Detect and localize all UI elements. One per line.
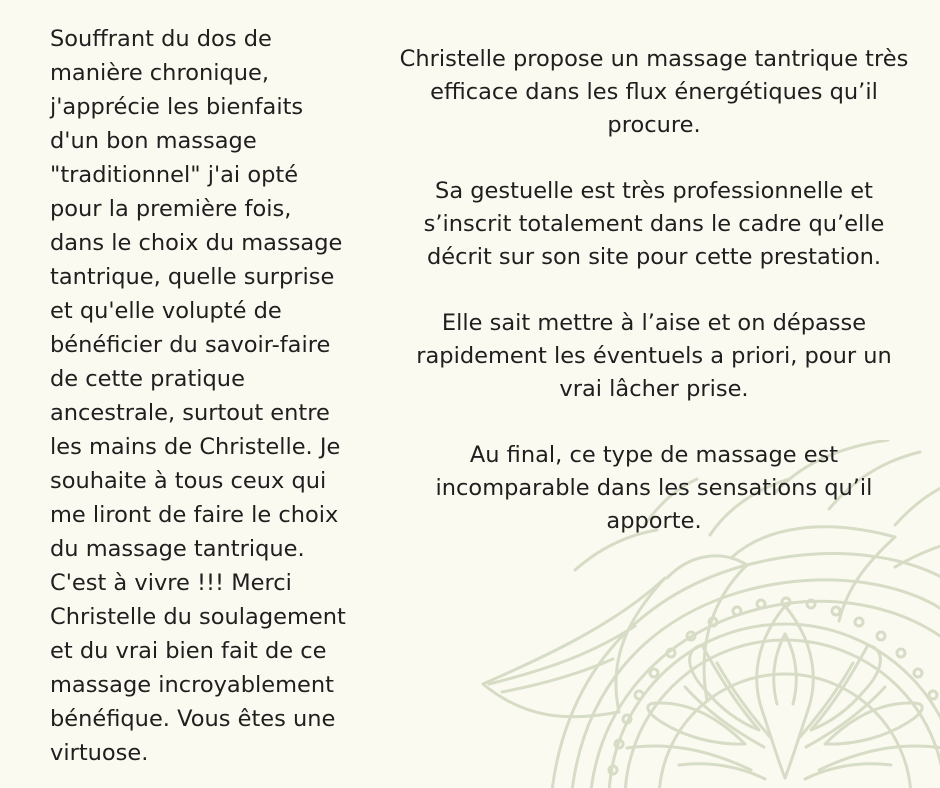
testimonial-text-line: incomparable dans les sensations qu’il	[435, 475, 873, 501]
testimonial-text-line: d'un bon massage	[50, 128, 257, 154]
testimonial-text-line: Souffrant du dos de	[50, 26, 272, 52]
testimonial-text-line: efficace dans les flux énergétiques qu’il	[430, 79, 878, 105]
customer-testimonial-left	[50, 22, 362, 770]
testimonial-text-line: massage incroyablement	[50, 672, 334, 698]
testimonial-text-line: Christelle du soulagement	[50, 604, 346, 630]
testimonial-text-line: C'est à vivre !!! Merci	[50, 570, 292, 596]
testimonial-text-line: virtuose.	[50, 740, 149, 766]
testimonial-text-line: procure.	[607, 112, 701, 138]
testimonial-text-line: Sa gestuelle est très professionnelle et	[435, 178, 873, 204]
testimonial-text-line: Christelle propose un massage tantrique très	[399, 46, 909, 72]
testimonial-text-line: Au final, ce type de massage est	[469, 442, 839, 468]
testimonial-text-line: du massage tantrique.	[50, 536, 305, 562]
testimonial-text-line: rapidement les éventuels a priori, pour un	[416, 343, 892, 369]
testimonial-text-line: "traditionnel" j'ai opté	[50, 162, 299, 188]
testimonial-text-line: dans le choix du massage	[50, 230, 343, 256]
testimonial-paragraph	[398, 43, 910, 142]
testimonial-text-line: bénéfique. Vous êtes une	[50, 706, 336, 732]
testimonial-text-line: me liront de faire le choix	[50, 502, 339, 528]
testimonial-text-line: Elle sait mettre à l’aise et on dépasse	[441, 310, 867, 336]
testimonial-text-line: manière chronique,	[50, 60, 270, 86]
customer-testimonial-right	[398, 43, 910, 571]
testimonial-paragraph	[398, 307, 910, 406]
testimonial-text-line: de cette pratique	[50, 366, 245, 392]
testimonial-text-line: tantrique, quelle surprise	[50, 264, 335, 290]
testimonial-text-line: apporte.	[606, 508, 702, 534]
testimonial-text-line: les mains de Christelle. Je	[50, 434, 341, 460]
testimonial-paragraph	[398, 175, 910, 274]
testimonial-text-line: décrit sur son site pour cette prestation.	[426, 244, 882, 270]
testimonial-text-line: et du vrai bien fait de ce	[50, 638, 327, 664]
testimonial-text-line: et qu'elle volupté de	[50, 298, 282, 324]
testimonial-text-line: vrai lâcher prise.	[559, 376, 749, 402]
testimonial-text-line: ancestrale, surtout entre	[50, 400, 330, 426]
testimonial-text-line: j'apprécie les bienfaits	[50, 94, 304, 120]
testimonial-text-line: pour la première fois,	[50, 196, 292, 222]
testimonial-text-line: bénéficier du savoir-faire	[50, 332, 331, 358]
testimonial-text-line: s’inscrit totalement dans le cadre qu’elle	[423, 211, 885, 237]
testimonial-text-line: souhaite à tous ceux qui	[50, 468, 327, 494]
testimonial-paragraph	[398, 439, 910, 538]
